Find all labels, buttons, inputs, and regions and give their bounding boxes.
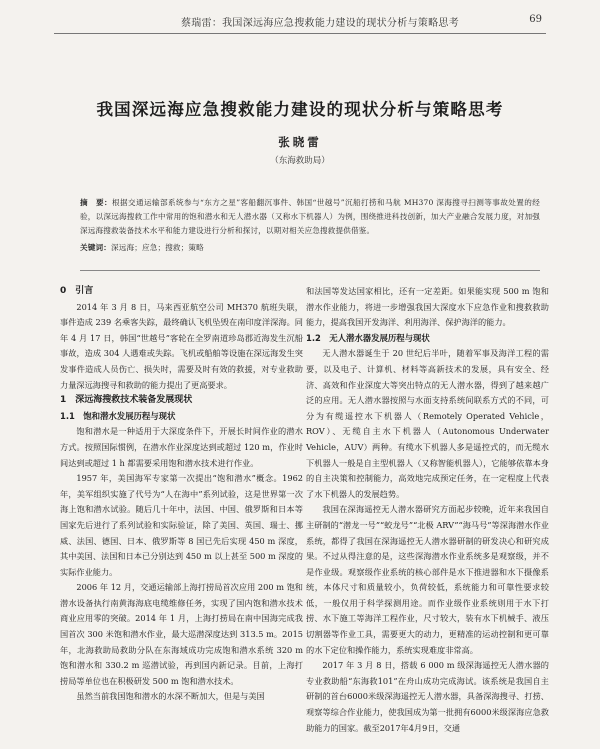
abstract-label: 摘 要： bbox=[80, 198, 112, 207]
paragraph: 和法国等发达国家相比，还有一定差距。如果能实现 500 m 饱和潜水作业能力，将进一步增强我国大深度水下应急作业和搜救救助能力，提高我国开发海洋、利用海洋、保护海洋的能力。 bbox=[306, 286, 549, 328]
paragraph: 2017 年 3 月 8 日，搭载 6 000 m 级深海遥控无人潜水器的专业救助船“东海救101”在舟山成功完成海试。该系统是我国自主研制的首台6000米级深海遥控无人潜水器，具备深海搜寻、打捞、观察等综合作业能力，使我国成为第一批拥有6000米级深海应急救助能力的国家。截至2017年4月9日，交通 bbox=[306, 660, 549, 733]
running-head: 蔡瑞雷：我国深远海应急搜救能力建设的现状分析与策略思考 bbox=[180, 18, 460, 29]
paragraph: 1957 年，美国海军专家第一次提出“饱和潜水”概念。1962 年，美军组织实施了代号为“人在海中”系列试验，这是世界第一次海上饱和潜水试验。随后几十年中，法国、中国、俄罗斯和日本等国家先后进行了系列试验和实际验证，除了美国、英国、瑞士、挪威、法国、德国、日本、俄罗斯等 8 国已先后实现 450 m 深度，其中美国、法国和日本已分别达到 450 m 以上甚至 500 m 深度的实际作业能力。 bbox=[60, 473, 303, 577]
section-heading-intro: 0 引言 bbox=[60, 286, 94, 296]
abstract-text: 根据交通运输部系统参与“东方之星”客船翻沉事件、韩国“世越号”沉船打捞和马航 MH370 深海搜寻扫测等事故处置的经验，以深远海搜救工作中常用的饱和潜水和无人潜水器（又称水下机器人）为例，围绕推进科技创新，加大产业融合发展力度，对加强深远海搜救装备技术水平和能力建设进行分析和探讨，以期对相关应急搜救提供借鉴。 bbox=[80, 198, 540, 236]
section-heading-1: 1 深远海搜救技术装备发展现状 bbox=[60, 395, 193, 406]
author-name: 张晓雷 bbox=[278, 135, 322, 149]
paragraph: 虽然当前我国饱和潜水的水深不断加大，但是与美国 bbox=[76, 691, 265, 702]
keywords-text: 深远海；应急；搜救；策略 bbox=[110, 242, 204, 252]
abstract bbox=[80, 196, 540, 239]
keywords-label: 关键词： bbox=[80, 242, 111, 252]
abstract-block bbox=[80, 196, 540, 255]
paragraph: 2014 年 3 月 8 日，马来西亚航空公司 MH370 航班失联，事件造成 239 名乘客失踪，最终确认飞机坠毁在南印度洋深海。同年 4 月 17 日，韩国“世越号”客轮在全罗南道珍岛郡近海发生沉船事故，造成 304 人遇难或失踪。飞机或船舶等设施在深远海发生突发事件造成人员伤亡、损失时，需要及时有效的救援，对专业救助力量深远海搜寻和救助的能力提出了更高要求。 bbox=[60, 301, 303, 390]
right-column bbox=[306, 284, 549, 736]
article-title: 我国深远海应急搜救能力建设的现状分析与策略思考 bbox=[96, 100, 504, 119]
paragraph: 无人潜水器诞生于 20 世纪后半叶，随着军事及海洋工程的需要，以及电子、计算机、材料等高新技术的发展，具有安全、经济、高效和作业深度大等突出特点的无人潜水器，得到了越来越广泛的应用。无人潜水器按照与水面支持系统间联系方式的不同，可分为有缆遥控水下机器人（Remotely Operated Vehicle，ROV）、无缆自主水下机器人（Autonomous Underwater Vehicle，AUV）两种。有缆水下机器人多是遥控式的，而无缆水下机器人一般是自主型机器人（又称智能机器人），它能够依靠本身的自主决策和控制能力，高效地完成预定任务，在一定程度上代表了水下机器人的发展趋势。 bbox=[306, 348, 549, 499]
subsection-heading-1-1: 1.1 饱和潜水发展历程与现状 bbox=[60, 410, 176, 421]
keywords bbox=[80, 241, 540, 255]
subsection-heading-1-2: 1.2 无人潜水器发展历程与现状 bbox=[306, 332, 430, 343]
paragraph: 2006 年 12 月，交通运输部上海打捞局首次应用 200 m 饱和潜水设备执行南黄海海底电缆维修任务，实现了国内饱和潜水技术商业应用零的突破。2014 年 1 月，上海打捞局在南中国海完成我国首次 300 米饱和潜水作业，最大巡潜深度达到 313.5 m。2015 年，北海救助局救助分队在东海域成功完成饱和潜水系统 320 m 饱和潜水和 330.2 m 巡潜试验，再到国内新记录。目前，上海打捞局等单位也在积极研发 500 m 饱和潜水技术。 bbox=[60, 582, 303, 686]
paragraph: 我国在深海遥控无人潜水器研究方面起步较晚，近年来我国自主研制的“潜龙一号”“蛟龙号”“北极 ARV”“海马号”等深海潜水作业系统，都得了我国在深海遥控无人潜水器研制的研发决心和研究成果。不过从得注意的是，这些深海潜水作业系统多是观察级，并不是作业级。观察级作业系统的核心部件是水下推进器和水下摄像系统，本体尺寸和质量较小，负荷较低，系统能力和可靠性要求较低，一般仅用于科学探测用途。而作业级作业系统则用于水下打捞、水下施工等海洋工程作业，尺寸较大，装有水下机械手、液压切割器等作业工具，需要更大的动力，更精准的运动控制和更可靠的水下定位和操作能力，系统实现难度非常高。 bbox=[306, 504, 549, 655]
author-affiliation: （东海救助局） bbox=[270, 156, 330, 166]
left-column bbox=[60, 284, 303, 705]
header-rule bbox=[54, 33, 546, 34]
abstract-rule bbox=[80, 270, 540, 271]
page-number: 69 bbox=[529, 14, 542, 25]
paragraph: 饱和潜水是一种适用于大深度条件下，开展长时间作业的潜水方式。按照国际惯例，在潜水作业深度达到或超过 120 m，作业时间达到或超过 1 h 都需要采用饱和潜水技术进行作业。 bbox=[60, 426, 303, 468]
